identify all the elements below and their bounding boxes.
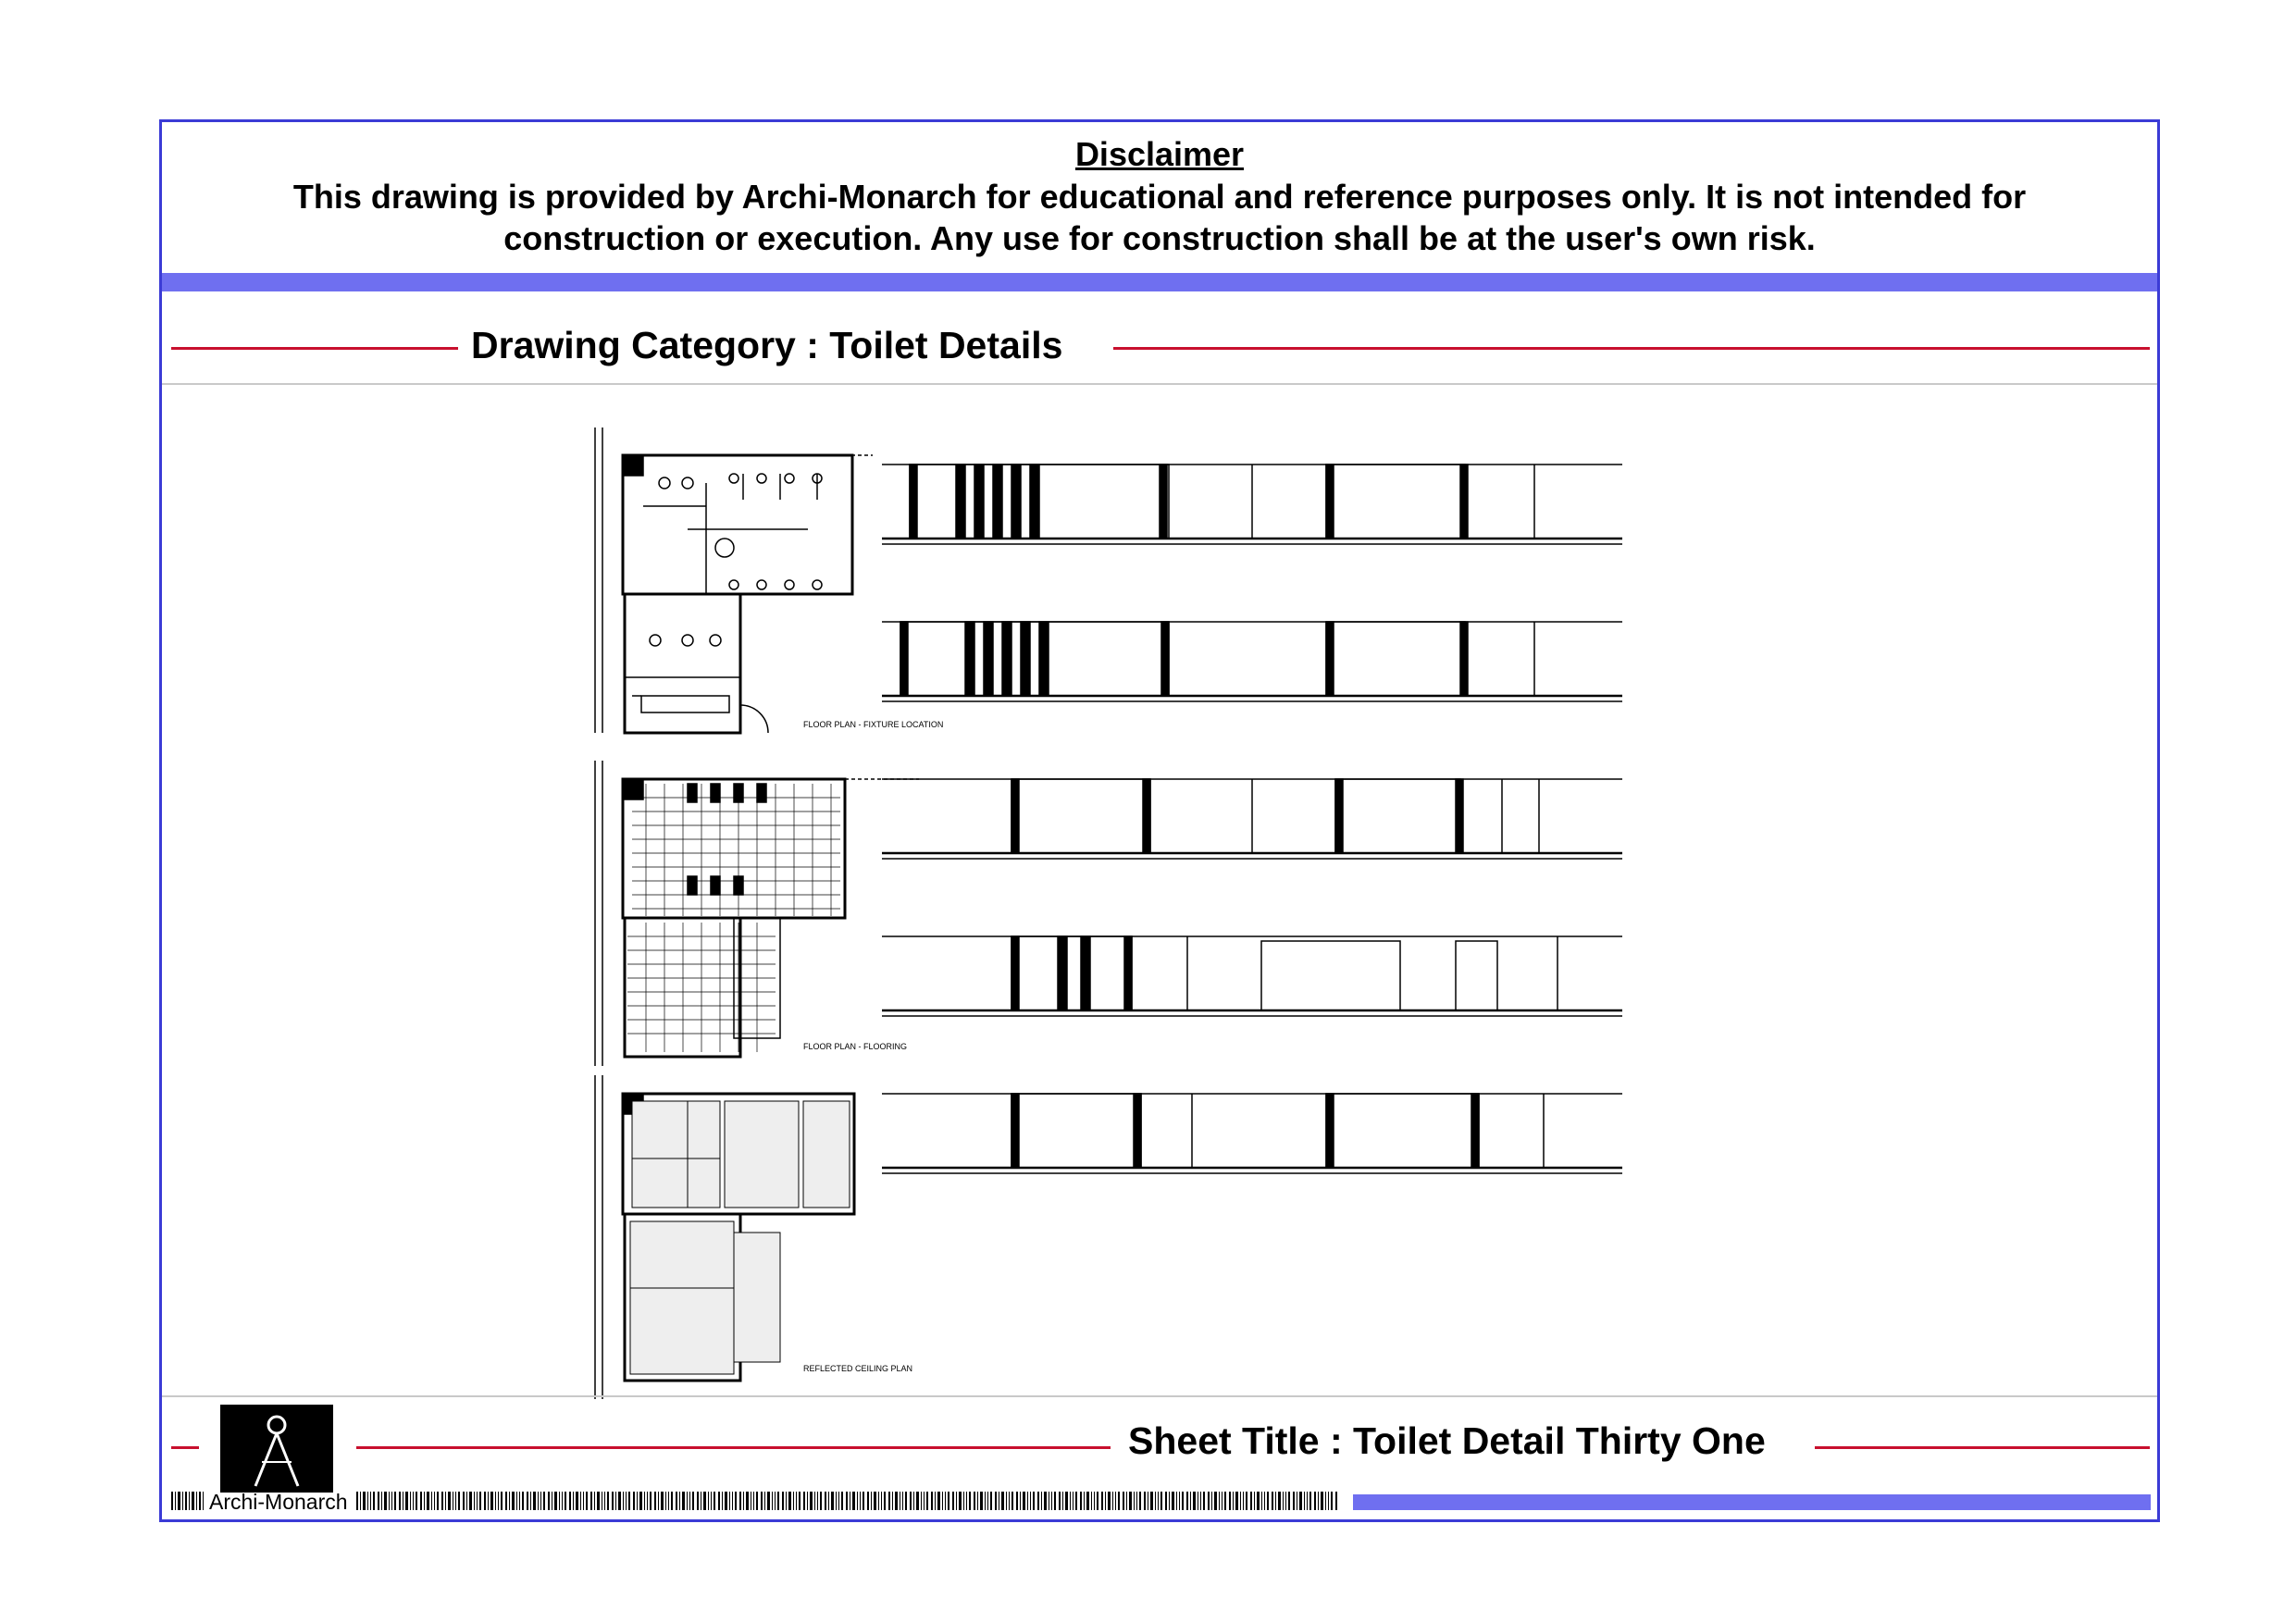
floor-plan-flooring [595,761,919,1066]
disclaimer-title: Disclaimer [1074,135,1245,173]
elevation-row-5 [882,1094,1622,1173]
footer-divider [162,1395,2157,1397]
sheet-title-rule-left [356,1446,1111,1449]
elevation-row-2 [882,622,1622,701]
sheet-title: Sheet Title : Toilet Detail Thirty One [1128,1419,1766,1462]
elevation-row-4 [882,936,1622,1016]
toilet-detail-drawing [577,418,1933,1492]
disclaimer-band [162,273,2157,291]
archi-monarch-logo [220,1405,333,1493]
drawing-sheet [159,119,2160,1522]
brand-name: Archi-Monarch [209,1490,348,1514]
reflected-ceiling-plan [595,1075,912,1399]
footer-band [1353,1494,2151,1510]
elevation-row-1 [882,465,1622,544]
plan-3-label: REFLECTED CEILING PLAN [803,1364,913,1373]
category-rule-left [171,347,458,350]
compass-icon [220,1405,333,1493]
barcode-strip [356,1492,1337,1510]
barcode-left [171,1492,206,1510]
footer-rule-left [171,1446,199,1449]
drawing-category-title: Drawing Category : Toilet Details [471,324,1063,366]
elevation-row-3 [882,779,1622,859]
plan-2-label: FLOOR PLAN - FLOORING [803,1042,908,1051]
plan-1-label: FLOOR PLAN - FIXTURE LOCATION [803,720,944,729]
disclaimer-text: This drawing is provided by Archi-Monarch for educational and reference purposes only. It is not intended for construction or execution. Any use for construction shall be at the user's own risk. [292,178,2027,257]
category-rule-right [1113,347,2150,350]
floor-plan-fixture-location [595,427,943,733]
disclaimer-block [162,122,2157,273]
category-divider [162,383,2157,385]
sheet-title-rule-right [1815,1446,2150,1449]
